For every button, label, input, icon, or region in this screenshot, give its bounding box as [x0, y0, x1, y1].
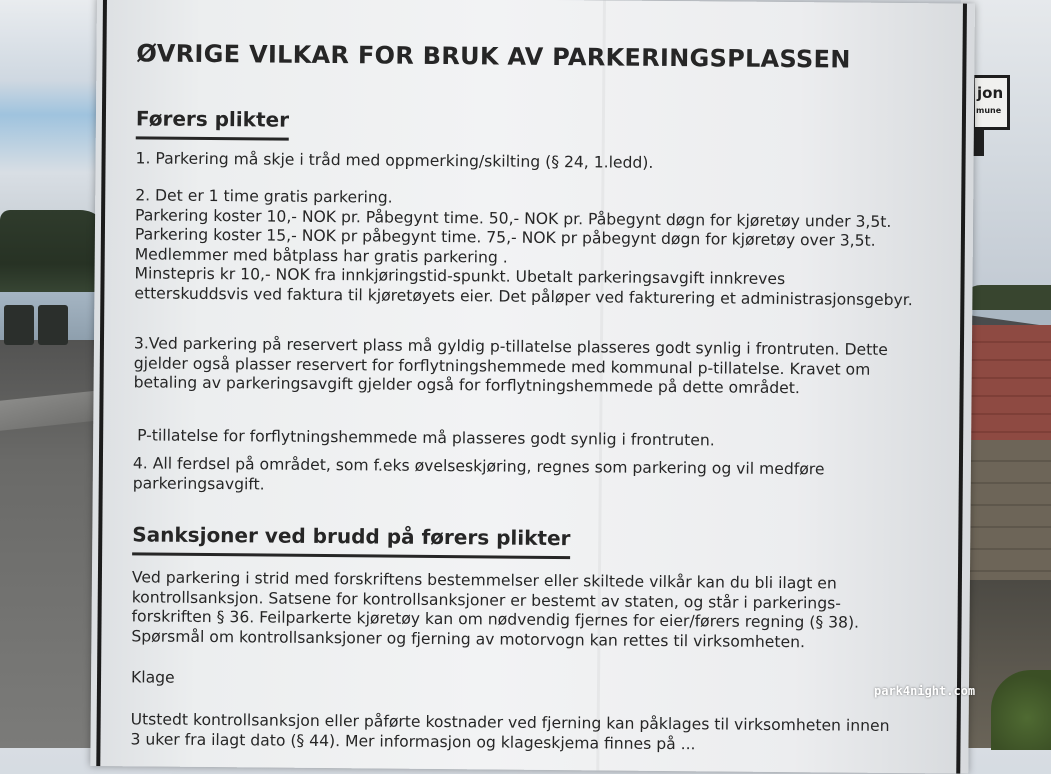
- text-line: Parkering koster 15,- NOK pr påbegynt time. 75,- NOK pr påbegynt døgn for kjøretøy over 3,5t.: [134, 225, 876, 250]
- text-line: Klage: [130, 668, 175, 687]
- text-line: 2. Det er 1 time gratis parkering.: [135, 186, 393, 207]
- sky-left: [0, 0, 110, 230]
- text-line: kontrollsanksjon. Satsene for kontrollsanksjoner er bestemt av staten, og står i parkerings-: [131, 587, 841, 613]
- text-line: gjelder også plasser reservert for forflytningshemmede med kommunal p-tillatelse. Kravet om: [133, 353, 871, 379]
- text-line: 4. All ferdsel på området, som f.eks øvelseskjøring, regnes som parkering og vil medføre: [132, 454, 825, 479]
- section-heading-drivers-duties: Førers plikter: [136, 106, 289, 140]
- text-line: Parkering koster 10,- NOK pr. Påbegynt time. 50,- NOK pr. Påbegynt døgn for kjøretøy under 3,5t.: [135, 205, 892, 231]
- text-line: Spørsmål om kontrollsanksjoner og fjerning av motorvogn kan rettes til virksomheten.: [131, 626, 806, 651]
- text-line: parkeringsavgift.: [132, 473, 265, 493]
- text-line: etterskuddsvis ved faktura til kjøretøyets eier. Det påløper ved fakturering et administrasjonsgebyr.: [134, 283, 913, 309]
- rule-item-3: [134, 334, 888, 399]
- sign-title: ØVRIGE VILKAR FOR BRUK AV PARKERINGSPLASSEN: [136, 39, 851, 74]
- background-sign-line2: mune: [976, 106, 1002, 115]
- text-line: 1. Parkering må skje i tråd med oppmerking/skilting (§ 24, 1.ledd).: [135, 149, 654, 172]
- background-street-sign: [972, 75, 1010, 130]
- text-line: Ved parkering i strid med forskriftens bestemmelser eller skiltede vilkår kan du bli ilagt en: [131, 568, 837, 593]
- sanctions-paragraph: [131, 568, 859, 652]
- background-sign-line1: jon: [977, 84, 1004, 102]
- text-line: Utstedt kontrollsanksjon eller påførte kostnader ved fjerning kan påklages til virksomheten innen: [130, 710, 890, 735]
- parking-terms-sign: [90, 0, 975, 774]
- trash-bin: [38, 305, 68, 345]
- text-line: 3.Ved parkering på reservert plass må gyldig p-tillatelse plasseres godt synlig i frontruten. Dette: [133, 334, 889, 359]
- text-line: forskriften § 36. Feilparkerte kjøretøy kan om nødvendig fjernes for eier/førers regning (§ 38).: [131, 607, 860, 632]
- text-line: Minstepris kr 10,- NOK fra innkjøringstid-spunkt. Ubetalt parkeringsavgift innkreves: [134, 264, 786, 289]
- complaint-heading: [131, 668, 175, 688]
- rule-item-4: [133, 454, 825, 499]
- section-heading-sanctions: Sanksjoner ved brudd på førers plikter: [132, 522, 570, 559]
- text-line: betaling av parkeringsavgift gjelder også for forflytningshemmede på dette området.: [133, 373, 800, 398]
- watermark: park4night.com: [874, 684, 976, 698]
- text-line: 3 uker fra ilagt dato (§ 44). Mer informasjon og klageskjema finnes på ...: [130, 729, 696, 753]
- trash-bin: [4, 305, 34, 345]
- text-line: P-tillatelse for forflytningshemmede må plasseres godt synlig i frontruten.: [137, 426, 715, 450]
- text-line: Medlemmer med båtplass har gratis parkering .: [134, 244, 508, 267]
- rule-item-2: [134, 186, 913, 310]
- complaint-paragraph: [130, 710, 889, 756]
